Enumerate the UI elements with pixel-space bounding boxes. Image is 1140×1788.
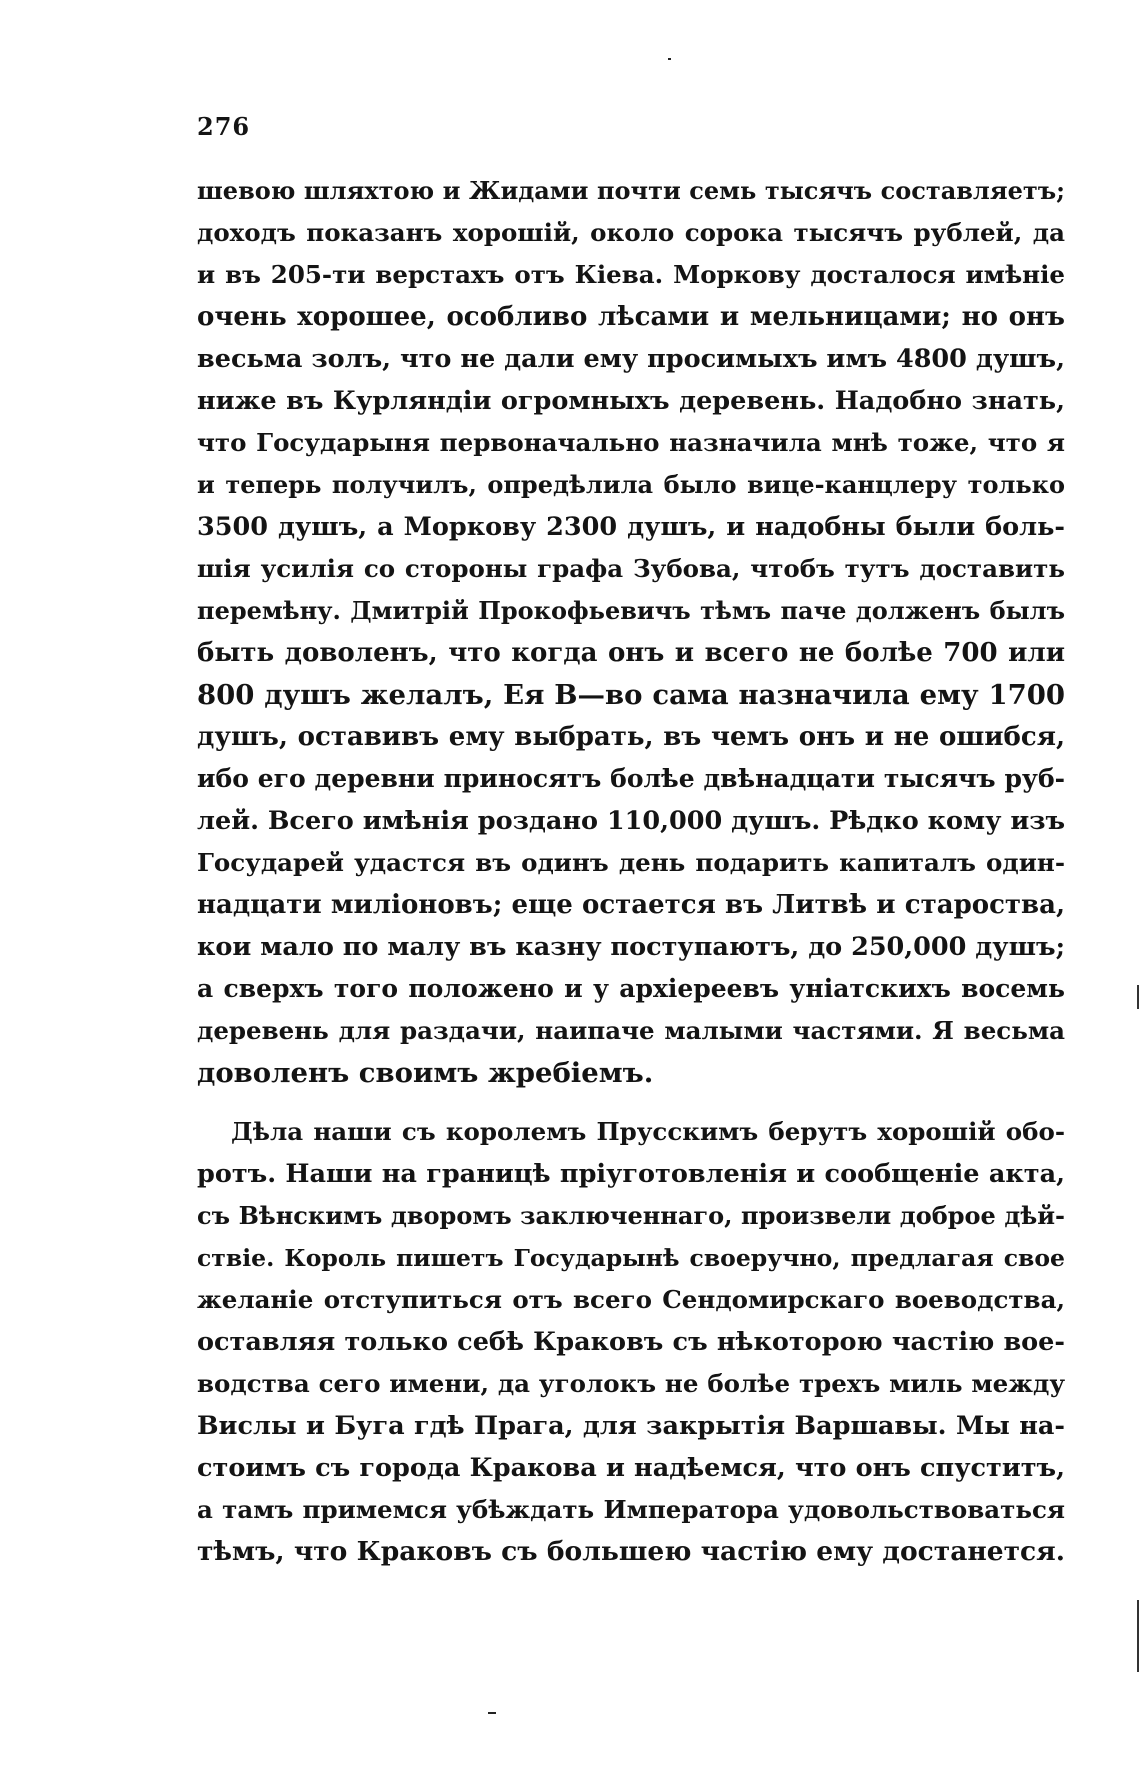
text-line: ниже въ Курляндіи огромныхъ деревень. Надобно знать, — [197, 386, 1065, 416]
page-edge-shadow — [1137, 985, 1139, 1009]
text-line: Вислы и Буга гдѣ Прага, для закрытія Варшавы. Мы на- — [197, 1411, 1065, 1441]
text-line: и теперь получилъ, опредѣлила было вице-канцлеру только — [197, 470, 1065, 499]
text-line: Дѣла наши съ королемъ Прусскимъ берутъ хорошій обо- — [231, 1117, 1065, 1146]
text-line: тѣмъ, что Краковъ съ большею частію ему достанется. — [197, 1536, 1065, 1567]
text-line: лей. Всего имѣнія роздано 110,000 душъ. Рѣдко кому изъ — [197, 806, 1065, 836]
text-line: перемѣну. Дмитрій Прокофьевичъ тѣмъ паче долженъ былъ — [197, 596, 1065, 625]
text-line: деревень для раздачи, наипаче малыми частями. Я весьма — [197, 1016, 1065, 1045]
text-line: шевою шляхтою и Жидами почти семь тысячъ составляетъ; — [197, 176, 1065, 205]
text-line: доходъ показанъ хорошій, около сорока тысячъ рублей, да — [197, 218, 1065, 247]
text-line: 3500 душъ, а Моркову 2300 душъ, и надобны были боль- — [197, 512, 1065, 542]
text-line: стоимъ съ города Кракова и надѣемся, что онъ спуститъ, — [197, 1453, 1065, 1483]
text-line: доволенъ своимъ жребіемъ. — [197, 1057, 654, 1089]
text-line: и въ 205-ти верстахъ отъ Кіева. Моркову досталося имѣніе — [197, 260, 1065, 289]
text-line: быть доволенъ, что когда онъ и всего не болѣе 700 или — [197, 638, 1065, 668]
text-line: что Государыня первоначально назначила мнѣ тоже, что я — [197, 428, 1065, 457]
text-line: желаніе отступиться отъ всего Сендомирскаго воеводства, — [197, 1285, 1065, 1314]
text-line: водства сего имени, да уголокъ не болѣе трехъ миль между — [197, 1369, 1065, 1398]
paragraph — [197, 170, 1065, 1094]
text-line: 800 душъ желалъ, Ея В—во сама назначила ему 1700 — [197, 679, 1065, 711]
text-line: а тамъ примемся убѣждать Императора удовольствоваться — [197, 1495, 1065, 1524]
paragraph — [197, 1111, 1065, 1573]
text-line: ротъ. Наши на границѣ пріуготовленія и сообщеніе акта, — [197, 1159, 1065, 1189]
text-line: душъ, оставивъ ему выбрать, въ чемъ онъ и не ошибся, — [197, 722, 1065, 752]
text-line: а сверхъ того положено и у архіереевъ уніатскихъ восемь — [197, 974, 1065, 1003]
text-line: съ Вѣнскимъ дворомъ заключеннаго, произвели доброе дѣй- — [197, 1201, 1065, 1230]
text-line: оставляя только себѣ Краковъ съ нѣкоторою частію вое- — [197, 1327, 1065, 1357]
text-line: весьма золъ, что не дали ему просимыхъ имъ 4800 душъ, — [197, 344, 1065, 374]
text-line: кои мало по малу въ казну поступаютъ, до 250,000 душъ; — [197, 932, 1065, 962]
text-line: ствіе. Король пишетъ Государынѣ своеручно, предлагая свое — [197, 1244, 1065, 1272]
scan-speck-bottom — [488, 1712, 496, 1714]
text-line: шія усилія со стороны графа Зубова, чтобъ тутъ доставить — [197, 554, 1065, 583]
scan-speck-top — [668, 58, 671, 60]
page-number: 276 — [197, 112, 251, 141]
page-body — [197, 170, 1065, 1573]
text-line: Государей удастся въ одинъ день подарить капиталъ один- — [197, 848, 1065, 877]
page-edge-shadow — [1137, 1600, 1139, 1672]
text-line: ибо его деревни приносятъ болѣе двѣнадцати тысячъ руб- — [197, 764, 1065, 793]
text-line: надцати миліоновъ; еще остается въ Литвѣ и староства, — [197, 890, 1065, 920]
paragraph-gap — [197, 1094, 1065, 1111]
text-line: очень хорошее, особливо лѣсами и мельницами; но онъ — [197, 302, 1065, 332]
